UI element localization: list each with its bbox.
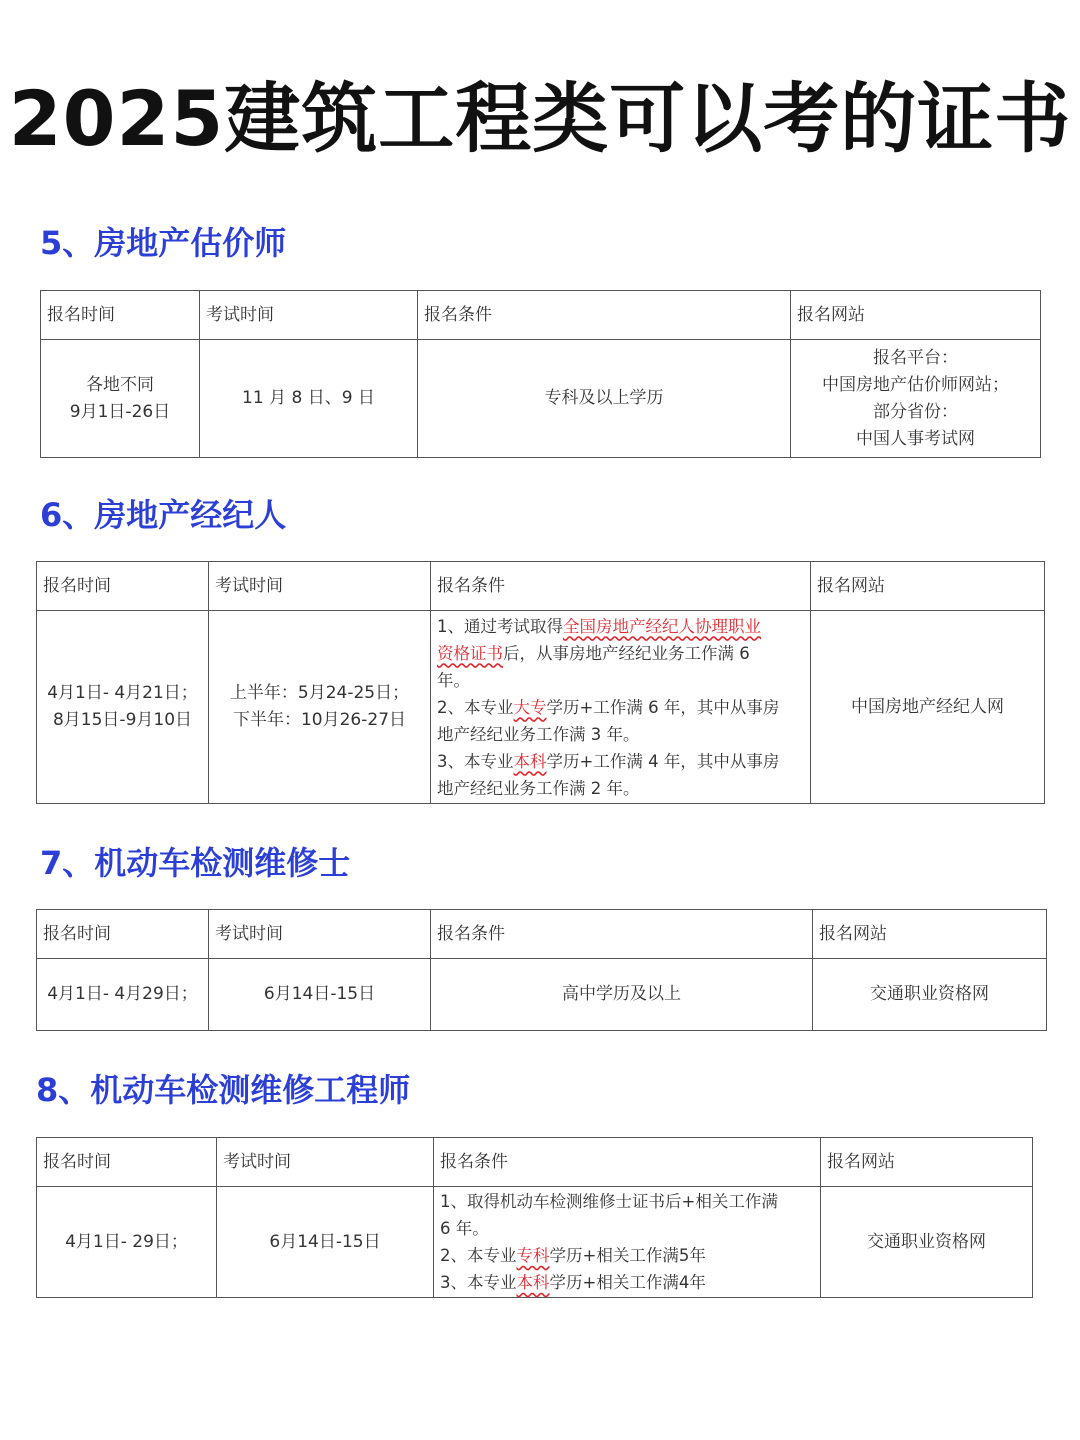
header-exam-time: 考试时间 [200, 291, 418, 340]
table-row [37, 959, 1047, 1031]
exam-time-cell: 6月14日-15日 [209, 959, 431, 1031]
highlight-text: 专科 [516, 1246, 550, 1265]
conditions-cell: 高中学历及以上 [431, 959, 813, 1031]
page-title: 2025建筑工程类可以考的证书 [8, 74, 1072, 163]
header-signup-time: 报名时间 [37, 1138, 217, 1187]
website-line: 报名平台： [873, 347, 958, 368]
header-signup-time: 报名时间 [37, 910, 209, 959]
header-website: 报名网站 [791, 291, 1041, 340]
header-exam-time: 考试时间 [209, 562, 431, 611]
header-signup-time: 报名时间 [41, 291, 200, 340]
conditions-cell [434, 1187, 821, 1298]
section-title-6: 6、房地产经纪人 [40, 496, 287, 534]
condition-line: 3、本专业本科学历+相关工作满4年 [440, 1273, 706, 1292]
condition-line: 1、通过考试取得全国房地产经纪人协理职业 [437, 616, 761, 636]
header-conditions: 报名条件 [431, 562, 811, 611]
condition-line: 年。 [437, 670, 470, 690]
table-header-row [41, 291, 1041, 340]
condition-line: 3、本专业本科学历+工作满 4 年，其中从事房 [437, 751, 780, 771]
highlight-text: 资格证书 [437, 643, 503, 663]
highlight-text: 本科 [513, 751, 547, 771]
table-row [41, 340, 1041, 458]
table-section-5 [40, 290, 1041, 458]
signup-time-cell: 4月1日- 29日； [37, 1187, 217, 1298]
signup-time-line: 9月1日-26日 [69, 401, 171, 422]
website-cell [791, 340, 1041, 458]
section-title-7: 7、机动车检测维修士 [40, 844, 351, 882]
exam-time-cell [209, 611, 431, 804]
exam-time-cell: 6月14日-15日 [217, 1187, 434, 1298]
exam-time-line: 下半年：10月26-27日 [232, 710, 407, 730]
header-website: 报名网站 [813, 910, 1047, 959]
highlight-text: 本科 [516, 1273, 550, 1292]
table-header-row [37, 1138, 1033, 1187]
table-header-row [37, 910, 1047, 959]
website-line: 中国人事考试网 [856, 428, 975, 449]
header-conditions: 报名条件 [431, 910, 813, 959]
table-section-6 [36, 561, 1045, 804]
section-title-8: 8、机动车检测维修工程师 [36, 1071, 411, 1109]
signup-time-cell [37, 611, 209, 804]
header-website: 报名网站 [821, 1138, 1033, 1187]
table-section-8 [36, 1137, 1033, 1298]
table-section-7 [36, 909, 1047, 1031]
condition-line: 地产经纪业务工作满 2 年。 [437, 778, 640, 798]
header-exam-time: 考试时间 [209, 910, 431, 959]
highlight-text: 大专 [513, 697, 547, 717]
condition-line: 1、取得机动车检测维修士证书后+相关工作满 [440, 1192, 778, 1211]
website-cell: 交通职业资格网 [813, 959, 1047, 1031]
signup-time-cell: 4月1日- 4月29日； [37, 959, 209, 1031]
header-conditions: 报名条件 [418, 291, 791, 340]
website-line: 部分省份： [873, 401, 958, 422]
condition-line: 2、本专业大专学历+工作满 6 年，其中从事房 [437, 697, 780, 717]
condition-line: 2、本专业专科学历+相关工作满5年 [440, 1246, 706, 1265]
highlight-text: 全国房地产经纪人协理职业 [563, 616, 761, 636]
condition-line: 地产经纪业务工作满 3 年。 [437, 724, 640, 744]
header-exam-time: 考试时间 [217, 1138, 434, 1187]
section-title-5: 5、房地产估价师 [40, 224, 287, 262]
signup-time-line: 各地不同 [86, 374, 154, 395]
exam-time-line: 上半年：5月24-25日； [229, 683, 410, 703]
conditions-cell [431, 611, 811, 804]
header-signup-time: 报名时间 [37, 562, 209, 611]
website-line: 中国房地产估价师网站； [822, 374, 1009, 395]
table-header-row [37, 562, 1045, 611]
conditions-cell: 专科及以上学历 [418, 340, 791, 458]
header-website: 报名网站 [811, 562, 1045, 611]
table-row [37, 611, 1045, 804]
signup-time-line: 4月1日- 4月21日； [47, 683, 198, 703]
condition-line: 6 年。 [440, 1219, 489, 1238]
exam-time-line: 11 月 8 日、9 日 [242, 388, 375, 408]
condition-line: 资格证书后，从事房地产经纪业务工作满 6 [437, 643, 750, 663]
signup-time-cell [41, 340, 200, 458]
header-conditions: 报名条件 [434, 1138, 821, 1187]
exam-time-cell [200, 340, 418, 458]
website-cell: 交通职业资格网 [821, 1187, 1033, 1298]
table-row [37, 1187, 1033, 1298]
website-cell: 中国房地产经纪人网 [811, 611, 1045, 804]
signup-time-line: 8月15日-9月10日 [52, 710, 193, 730]
